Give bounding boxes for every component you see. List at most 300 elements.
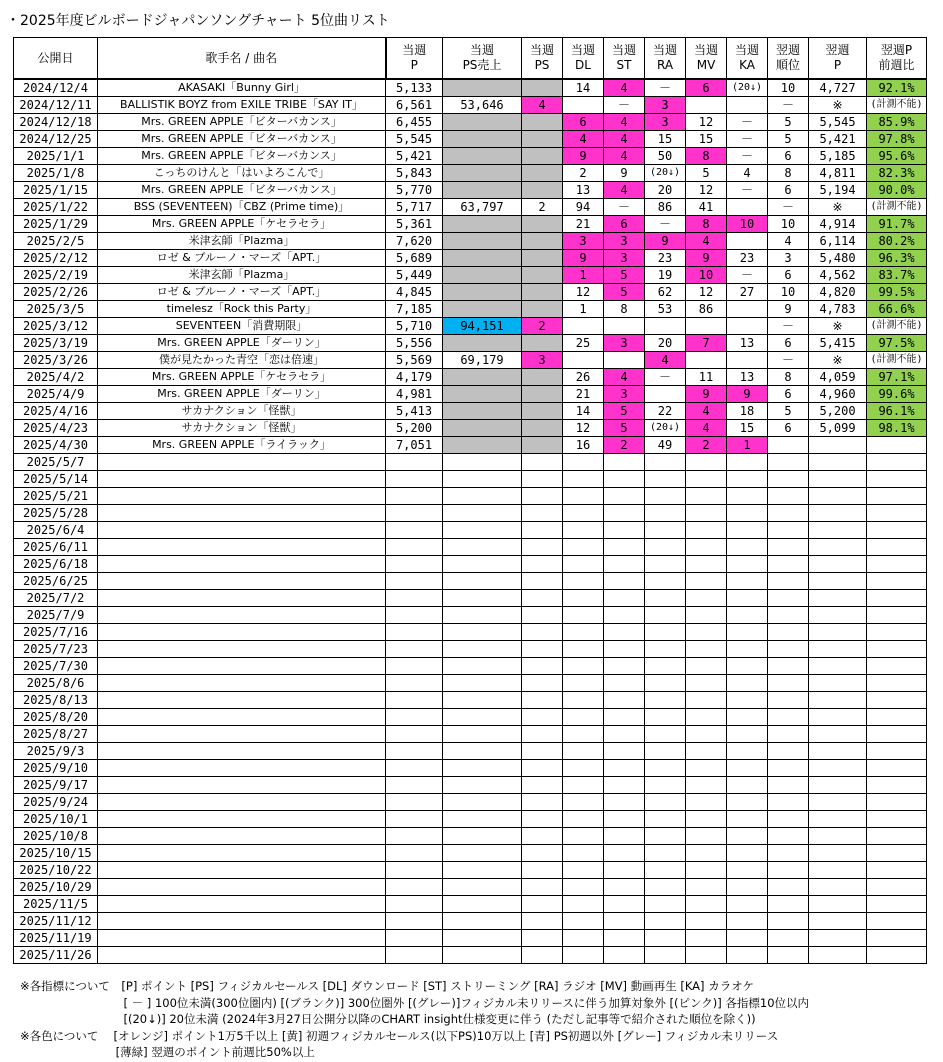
cell-np	[809, 454, 867, 471]
cell-np	[809, 437, 867, 454]
cell-p	[386, 658, 443, 675]
cell-pss	[443, 284, 522, 301]
cell-ra	[645, 505, 686, 522]
cell-pss	[443, 420, 522, 437]
cell-ps	[522, 590, 563, 607]
cell-np: 4,820	[809, 284, 867, 301]
cell-pss	[443, 454, 522, 471]
cell-date: 2025/10/15	[14, 845, 98, 862]
cell-dl	[563, 845, 604, 862]
cell-song	[98, 522, 386, 539]
cell-date: 2024/12/18	[14, 114, 98, 131]
cell-pss: 63,797	[443, 199, 522, 216]
table-row	[14, 845, 927, 862]
cell-mv	[686, 862, 727, 879]
cell-cmp	[867, 811, 927, 828]
cell-np: 4,914	[809, 216, 867, 233]
cell-cmp: 96.3%	[867, 250, 927, 267]
cell-np: 5,545	[809, 114, 867, 131]
cell-nr: －	[768, 352, 809, 369]
cell-nr	[768, 454, 809, 471]
table-row	[14, 437, 927, 454]
cell-ps	[522, 505, 563, 522]
table-body	[14, 79, 927, 964]
cell-st	[604, 726, 645, 743]
cell-ps	[522, 403, 563, 420]
cell-st: 4	[604, 148, 645, 165]
cell-nr	[768, 760, 809, 777]
cell-nr	[768, 488, 809, 505]
cell-cmp	[867, 641, 927, 658]
cell-p	[386, 828, 443, 845]
cell-np	[809, 879, 867, 896]
cell-st	[604, 947, 645, 964]
cell-np	[809, 539, 867, 556]
cell-p	[386, 879, 443, 896]
cell-np: 4,960	[809, 386, 867, 403]
cell-st	[604, 760, 645, 777]
cell-nr: 10	[768, 284, 809, 301]
cell-st	[604, 488, 645, 505]
cell-dl	[563, 777, 604, 794]
cell-ka	[727, 709, 768, 726]
cell-mv: 12	[686, 114, 727, 131]
cell-song	[98, 794, 386, 811]
cell-mv: 12	[686, 182, 727, 199]
cell-mv	[686, 573, 727, 590]
cell-ps	[522, 862, 563, 879]
cell-ka	[727, 794, 768, 811]
table-row	[14, 573, 927, 590]
cell-mv: 11	[686, 369, 727, 386]
cell-ka: 9	[727, 386, 768, 403]
cell-date: 2025/8/6	[14, 675, 98, 692]
cell-ra: 62	[645, 284, 686, 301]
cell-ra	[645, 641, 686, 658]
cell-nr	[768, 471, 809, 488]
cell-mv: 5	[686, 165, 727, 182]
cell-st	[604, 318, 645, 335]
cell-st	[604, 675, 645, 692]
cell-pss	[443, 403, 522, 420]
cell-ka	[727, 879, 768, 896]
cell-song	[98, 743, 386, 760]
cell-np	[809, 709, 867, 726]
cell-date: 2025/1/15	[14, 182, 98, 199]
cell-dl: 2	[563, 165, 604, 182]
cell-ra	[645, 658, 686, 675]
cell-nr: 4	[768, 233, 809, 250]
cell-song	[98, 454, 386, 471]
cell-nr	[768, 539, 809, 556]
cell-pss	[443, 641, 522, 658]
cell-p: 7,620	[386, 233, 443, 250]
cell-cmp: 97.8%	[867, 131, 927, 148]
cell-mv: 4	[686, 233, 727, 250]
cell-np	[809, 522, 867, 539]
cell-st	[604, 539, 645, 556]
cell-cmp: (計測不能)	[867, 97, 927, 114]
cell-mv: 9	[686, 386, 727, 403]
cell-dl: 12	[563, 420, 604, 437]
cell-st	[604, 777, 645, 794]
column-header: 当週 MV	[686, 38, 727, 80]
cell-nr: －	[768, 199, 809, 216]
cell-nr: －	[768, 318, 809, 335]
note-line: [薄緑] 翌週のポイント前週比50%以上	[20, 1045, 315, 1059]
cell-ra: 20	[645, 182, 686, 199]
cell-dl	[563, 318, 604, 335]
cell-dl	[563, 522, 604, 539]
cell-song	[98, 641, 386, 658]
cell-ka	[727, 828, 768, 845]
cell-pss	[443, 301, 522, 318]
table-row	[14, 335, 927, 352]
cell-dl	[563, 896, 604, 913]
table-row	[14, 522, 927, 539]
cell-ra: 86	[645, 199, 686, 216]
cell-p: 7,051	[386, 437, 443, 454]
cell-dl: 25	[563, 335, 604, 352]
table-row	[14, 828, 927, 845]
cell-dl	[563, 828, 604, 845]
cell-song	[98, 828, 386, 845]
cell-ka	[727, 862, 768, 879]
cell-mv	[686, 777, 727, 794]
cell-song	[98, 862, 386, 879]
cell-song	[98, 947, 386, 964]
cell-ra	[645, 794, 686, 811]
cell-nr	[768, 658, 809, 675]
cell-cmp: 96.1%	[867, 403, 927, 420]
cell-date: 2025/11/19	[14, 930, 98, 947]
cell-p	[386, 573, 443, 590]
cell-st: －	[604, 199, 645, 216]
cell-mv	[686, 726, 727, 743]
table-row	[14, 79, 927, 97]
cell-cmp: 97.5%	[867, 335, 927, 352]
cell-p	[386, 556, 443, 573]
cell-date: 2025/9/24	[14, 794, 98, 811]
cell-dl	[563, 641, 604, 658]
cell-date: 2025/11/26	[14, 947, 98, 964]
cell-pss	[443, 131, 522, 148]
cell-np	[809, 573, 867, 590]
cell-np	[809, 828, 867, 845]
cell-ra	[645, 828, 686, 845]
cell-ps	[522, 233, 563, 250]
cell-ra: －	[645, 369, 686, 386]
cell-ps	[522, 114, 563, 131]
cell-p	[386, 675, 443, 692]
cell-st	[604, 709, 645, 726]
cell-cmp	[867, 454, 927, 471]
table-row	[14, 641, 927, 658]
cell-pss	[443, 590, 522, 607]
cell-date: 2025/2/19	[14, 267, 98, 284]
cell-dl	[563, 505, 604, 522]
cell-ra	[645, 777, 686, 794]
cell-st: 4	[604, 114, 645, 131]
cell-date: 2025/10/22	[14, 862, 98, 879]
cell-nr	[768, 522, 809, 539]
cell-ps	[522, 777, 563, 794]
cell-p	[386, 896, 443, 913]
cell-ra: 3	[645, 97, 686, 114]
table-row	[14, 539, 927, 556]
cell-song: AKASAKI「Bunny Girl」	[98, 79, 386, 97]
cell-mv	[686, 352, 727, 369]
cell-date: 2025/5/7	[14, 454, 98, 471]
cell-nr: 5	[768, 114, 809, 131]
cell-song	[98, 471, 386, 488]
cell-pss	[443, 947, 522, 964]
cell-st	[604, 828, 645, 845]
cell-ra	[645, 692, 686, 709]
cell-mv	[686, 488, 727, 505]
cell-p: 5,717	[386, 199, 443, 216]
cell-pss	[443, 692, 522, 709]
cell-ra	[645, 607, 686, 624]
cell-mv: 9	[686, 250, 727, 267]
cell-ra	[645, 488, 686, 505]
cell-date: 2025/8/27	[14, 726, 98, 743]
cell-ka	[727, 556, 768, 573]
cell-cmp: 95.6%	[867, 148, 927, 165]
cell-mv: 86	[686, 301, 727, 318]
cell-date: 2025/3/26	[14, 352, 98, 369]
cell-dl	[563, 573, 604, 590]
cell-nr: 3	[768, 250, 809, 267]
cell-ka	[727, 947, 768, 964]
cell-st	[604, 641, 645, 658]
cell-pss: 94,151	[443, 318, 522, 335]
cell-ka: 23	[727, 250, 768, 267]
cell-cmp	[867, 607, 927, 624]
cell-cmp: 91.7%	[867, 216, 927, 233]
table-row	[14, 590, 927, 607]
cell-np	[809, 726, 867, 743]
cell-mv	[686, 692, 727, 709]
cell-np	[809, 930, 867, 947]
cell-ra	[645, 522, 686, 539]
table-row	[14, 607, 927, 624]
cell-pss	[443, 794, 522, 811]
cell-nr	[768, 743, 809, 760]
cell-song	[98, 777, 386, 794]
table-row	[14, 811, 927, 828]
cell-ps: 2	[522, 318, 563, 335]
cell-date: 2025/7/9	[14, 607, 98, 624]
cell-dl: 6	[563, 114, 604, 131]
cell-mv: 8	[686, 148, 727, 165]
cell-ra: 20	[645, 335, 686, 352]
cell-np	[809, 471, 867, 488]
cell-np: ※	[809, 352, 867, 369]
table-row	[14, 420, 927, 437]
cell-ps	[522, 896, 563, 913]
cell-pss	[443, 369, 522, 386]
table-row	[14, 386, 927, 403]
cell-np	[809, 488, 867, 505]
cell-nr	[768, 573, 809, 590]
cell-ra	[645, 930, 686, 947]
cell-ka: (20↓)	[727, 79, 768, 97]
cell-st	[604, 879, 645, 896]
table-row	[14, 216, 927, 233]
cell-ps	[522, 131, 563, 148]
cell-p	[386, 641, 443, 658]
cell-dl	[563, 471, 604, 488]
cell-st: 5	[604, 267, 645, 284]
cell-nr: 8	[768, 165, 809, 182]
cell-pss	[443, 79, 522, 97]
table-row	[14, 777, 927, 794]
cell-cmp	[867, 488, 927, 505]
cell-dl	[563, 794, 604, 811]
cell-date: 2025/1/22	[14, 199, 98, 216]
chart-table	[13, 37, 927, 964]
cell-dl: 14	[563, 79, 604, 97]
cell-pss	[443, 777, 522, 794]
cell-song	[98, 879, 386, 896]
cell-pss	[443, 267, 522, 284]
cell-nr	[768, 947, 809, 964]
cell-pss	[443, 828, 522, 845]
cell-p	[386, 590, 443, 607]
cell-cmp	[867, 556, 927, 573]
cell-ka: 1	[727, 437, 768, 454]
cell-nr	[768, 624, 809, 641]
table-row	[14, 301, 927, 318]
cell-ra: －	[645, 79, 686, 97]
cell-ra	[645, 845, 686, 862]
cell-nr: 6	[768, 335, 809, 352]
cell-ps	[522, 828, 563, 845]
cell-ps: 4	[522, 97, 563, 114]
cell-dl: 1	[563, 267, 604, 284]
cell-st: 4	[604, 369, 645, 386]
cell-date: 2025/11/5	[14, 896, 98, 913]
cell-st	[604, 590, 645, 607]
cell-ps	[522, 913, 563, 930]
cell-cmp	[867, 896, 927, 913]
cell-nr	[768, 709, 809, 726]
cell-ra	[645, 879, 686, 896]
cell-st: 6	[604, 216, 645, 233]
cell-ka: －	[727, 114, 768, 131]
table-row	[14, 352, 927, 369]
cell-date: 2025/6/4	[14, 522, 98, 539]
cell-cmp	[867, 913, 927, 930]
cell-p: 6,561	[386, 97, 443, 114]
cell-song: 米津玄師「Plazma」	[98, 233, 386, 250]
cell-ra	[645, 471, 686, 488]
cell-np	[809, 743, 867, 760]
table-row	[14, 930, 927, 947]
cell-song: Mrs. GREEN APPLE「ビターバカンス」	[98, 131, 386, 148]
cell-mv	[686, 539, 727, 556]
cell-mv	[686, 709, 727, 726]
cell-p	[386, 607, 443, 624]
cell-p	[386, 743, 443, 760]
cell-np: 4,059	[809, 369, 867, 386]
cell-date: 2025/4/2	[14, 369, 98, 386]
cell-ra	[645, 896, 686, 913]
cell-ps	[522, 165, 563, 182]
cell-mv	[686, 794, 727, 811]
table-row	[14, 454, 927, 471]
cell-dl	[563, 743, 604, 760]
cell-ka	[727, 539, 768, 556]
cell-ka	[727, 624, 768, 641]
cell-nr	[768, 913, 809, 930]
note-line: [ － ] 100位未満(300位圏内) [(ブランク)] 300位圏外 [(グレー)]フィジカル未リリースに伴う加算対象外 [(ピンク)] 各指標10位以内	[20, 995, 810, 1010]
cell-np	[809, 794, 867, 811]
cell-nr	[768, 777, 809, 794]
cell-st: －	[604, 97, 645, 114]
column-header: 当週 PS売上	[443, 38, 522, 80]
cell-cmp: 99.6%	[867, 386, 927, 403]
cell-date: 2025/8/13	[14, 692, 98, 709]
cell-ps	[522, 284, 563, 301]
table-row	[14, 658, 927, 675]
column-header: 当週 P	[386, 38, 443, 80]
cell-mv: 10	[686, 267, 727, 284]
cell-dl: 3	[563, 233, 604, 250]
cell-ra: 19	[645, 267, 686, 284]
cell-dl	[563, 658, 604, 675]
cell-ps	[522, 709, 563, 726]
cell-st: 4	[604, 79, 645, 97]
cell-mv: 12	[686, 284, 727, 301]
cell-np	[809, 692, 867, 709]
table-row	[14, 913, 927, 930]
cell-dl	[563, 488, 604, 505]
cell-pss	[443, 233, 522, 250]
cell-dl	[563, 539, 604, 556]
cell-np: 5,421	[809, 131, 867, 148]
cell-ka: －	[727, 267, 768, 284]
cell-p	[386, 471, 443, 488]
cell-pss	[443, 386, 522, 403]
cell-ka: 10	[727, 216, 768, 233]
cell-cmp: 99.5%	[867, 284, 927, 301]
cell-mv: 4	[686, 420, 727, 437]
cell-song: 僕が見たかった青空「恋は倍速」	[98, 352, 386, 369]
cell-st	[604, 930, 645, 947]
cell-ps	[522, 845, 563, 862]
column-header: 翌週 順位	[768, 38, 809, 80]
cell-cmp	[867, 726, 927, 743]
cell-pss	[443, 709, 522, 726]
table-row	[14, 505, 927, 522]
cell-p	[386, 726, 443, 743]
cell-ps	[522, 335, 563, 352]
note-line: ※各色について [オレンジ] ポイント1万5千以上 [黄] 初週フィジカルセールス(以下PS)10万以上 [青] PS初週以外 [グレー] フィジカル未リリース	[20, 1028, 779, 1043]
cell-date: 2025/10/8	[14, 828, 98, 845]
cell-np: ※	[809, 97, 867, 114]
cell-ka	[727, 896, 768, 913]
cell-ka	[727, 318, 768, 335]
cell-pss	[443, 437, 522, 454]
cell-np	[809, 777, 867, 794]
cell-st	[604, 505, 645, 522]
cell-dl	[563, 556, 604, 573]
cell-np	[809, 556, 867, 573]
cell-ka	[727, 760, 768, 777]
cell-ka	[727, 726, 768, 743]
